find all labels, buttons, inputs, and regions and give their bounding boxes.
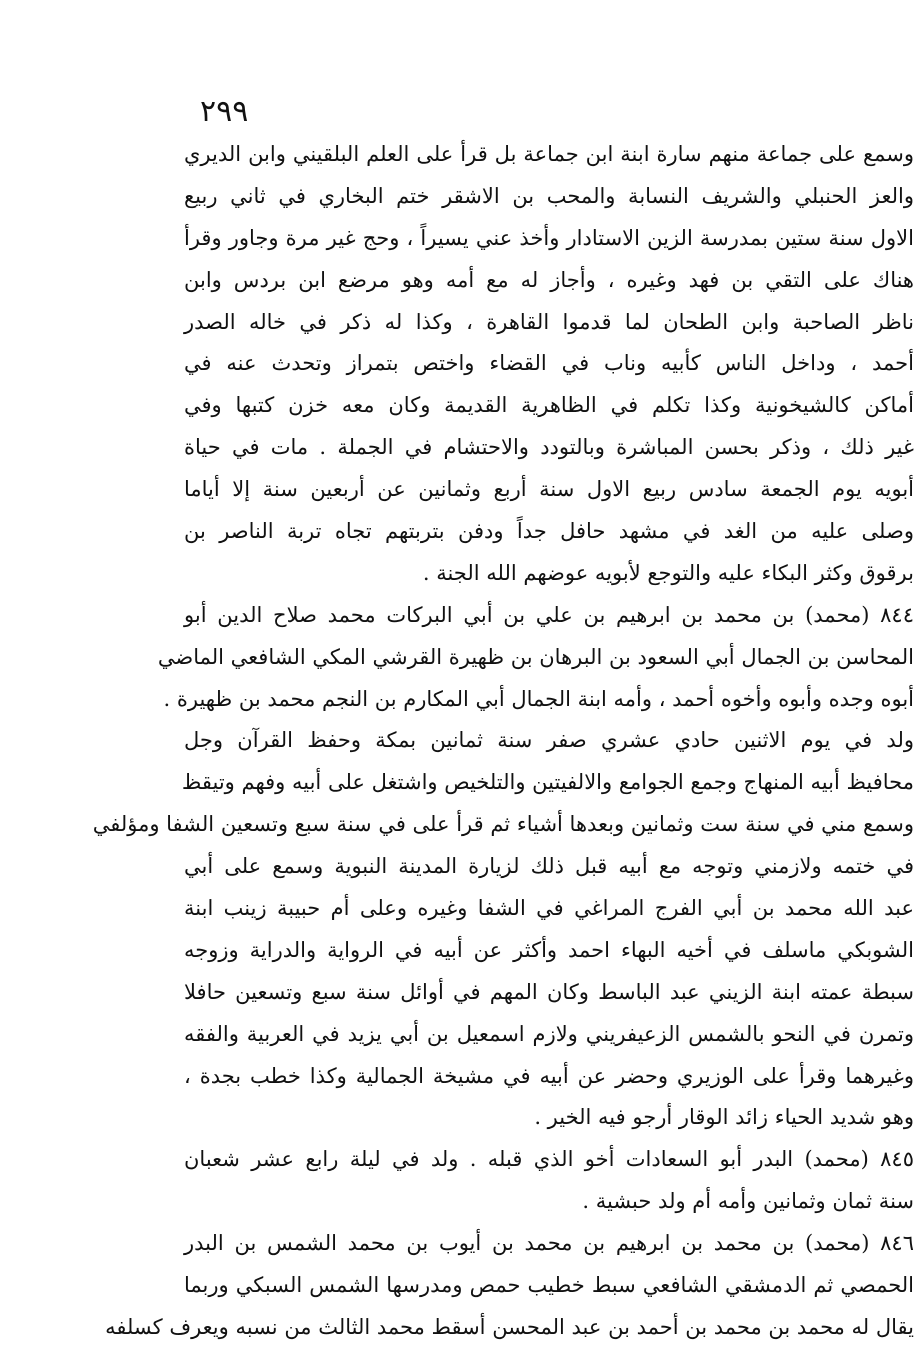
- text-line: يقال له محمد بن محمد بن أحمد بن عبد المحسن أسقط محمد الثالث من نسبه ويعرف كسلفه: [105, 1314, 914, 1339]
- text-line: المحاسن بن الجمال أبي السعود بن البرهان بن ظهيرة القرشي المكي الشافعي الماضي: [157, 644, 914, 669]
- text-line: في ختمه ولازمني وتوجه مع أبيه قبل ذلك لزيارة المدينة النبوية وسمع على أبي: [184, 854, 914, 879]
- text-line: وهو شديد الحياء زائد الوقار أرجو فيه الخير .: [534, 1105, 914, 1130]
- text-line: أبوه وجده وأبوه وأخوه أحمد ، وأمه ابنة الجمال أبي المكارم بن النجم محمد بن ظهيرة .: [163, 686, 914, 711]
- text-line: سبطة عمته ابنة الزيني عبد الباسط وكان المهم في أوائل سنة سبع وتسعين حافلا: [184, 979, 914, 1004]
- text-line: هناك على التقي بن فهد وغيره ، وأجاز له مع أمه وهو مرضع ابن بردس وابن: [184, 267, 914, 292]
- text-line: الشوبكي ماسلف في أخيه البهاء احمد وأكثر عن أبيه في الرواية والدراية وزوجه: [184, 937, 914, 962]
- text-line: وتمرن في النحو بالشمس الزعيفريني ولازم اسمعيل بن أبي يزيد في العربية والفقه: [184, 1021, 914, 1046]
- body-text: [92, 134, 914, 1349]
- text-line: ولد في يوم الاثنين حادي عشري صفر سنة ثمانين بمكة وحفظ القرآن وجل: [184, 728, 914, 753]
- text-line: برقوق وكثر البكاء عليه والتوجع لأبويه عوضهم الله الجنة .: [422, 560, 914, 585]
- text-line: والعز الحنبلي والشريف النسابة والمحب بن الاشقر ختم البخاري في ثاني ربيع: [184, 183, 914, 208]
- text-line: أحمد ، وداخل الناس كأبيه وناب في القضاء واختص بتمراز وتحدث عنه في: [184, 351, 914, 376]
- entry-846-heading-line: ٨٤٦ (محمد) بن محمد بن ابرهيم بن محمد بن أيوب بن محمد الشمس بن البدر: [184, 1231, 914, 1256]
- text-line: الاول سنة ستين بمدرسة الزين الاستادار وأخذ عني يسيراً ، وحج غير مرة وجاور وقرأ: [184, 225, 914, 250]
- text-line: أماكن كالشيخونية وكذا تكلم في الظاهرية القديمة وكان معه خزن كتبها وفي: [184, 393, 914, 418]
- text-line: وسمع على جماعة منهم سارة ابنة ابن جماعة بل قرأ على العلم البلقيني وابن الديري: [184, 142, 914, 166]
- text-line: غير ذلك ، وذكر بحسن المباشرة وبالتودد والاحتشام في الجملة . مات في حياة: [184, 435, 914, 460]
- entry-844-heading-line: ٨٤٤ (محمد) بن محمد بن ابرهيم بن علي بن أبي البركات محمد صلاح الدين أبو: [184, 602, 914, 627]
- text-line: الحمصي ثم الدمشقي الشافعي سبط خطيب حمص ومدرسها الشمس السبكي وربما: [184, 1273, 914, 1298]
- text-line: وغيرهما وقرأ على الوزيري وحضر عن أبيه في مشيخة الجمالية وكذا خطب بجدة ،: [184, 1063, 914, 1088]
- entry-845-heading-line: ٨٤٥ (محمد) البدر أبو السعادات أخو الذي قبله . ولد في ليلة رابع عشر شعبان: [184, 1147, 914, 1172]
- text-line: أبويه يوم الجمعة سادس ربيع الاول سنة أربع وثمانين عن أربعين سنة إلا أياما: [184, 477, 914, 502]
- text-line: محافيظ أبيه المنهاج وجمع الجوامع والالفيتين والتلخيص واشتغل على أبيه وفهم وتيقظ: [181, 770, 914, 795]
- text-line: سنة ثمان وثمانين وأمه أم ولد حبشية .: [582, 1189, 914, 1214]
- text-line: عبد الله محمد بن أبي الفرج المراغي في الشفا وغيره وعلى أم حبيبة زينب ابنة: [184, 896, 914, 921]
- text-line: ناظر الصاحبة وابن الطحان لما قدموا القاهرة ، وكذا له ذكر في خاله الصدر: [184, 309, 914, 334]
- text-line: وسمع مني في سنة ست وثمانين وبعدها أشياء ثم قرأ على في سنة سبع وتسعين الشفا ومؤلفي: [92, 812, 914, 837]
- page-number: ٢٩٩: [200, 94, 249, 129]
- text-line: وصلى عليه من الغد في مشهد حافل جداً ودفن بتربتهم تجاه تربة الناصر بن: [184, 519, 914, 544]
